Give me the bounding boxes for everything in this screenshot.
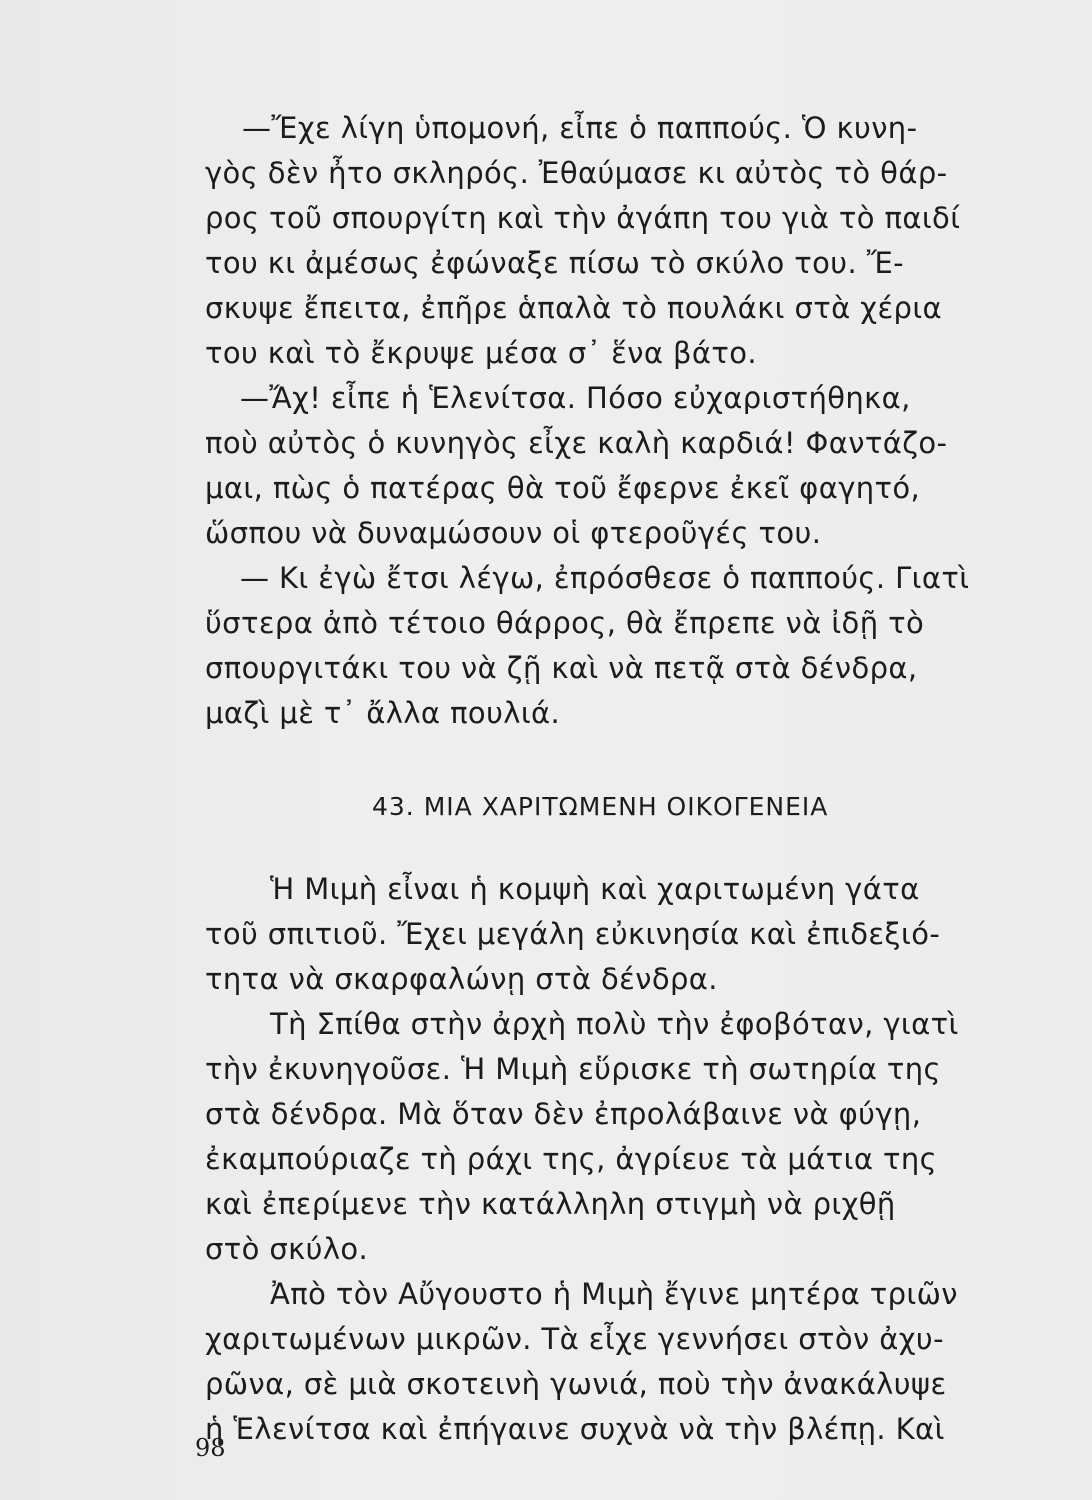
text-line: ἡ Ἑλενίτσα καὶ ἐπήγαινε συχνὰ νὰ τὴν βλέπῃ. Καὶ (205, 1412, 945, 1446)
text-line: ρος τοῦ σπουργίτη καὶ τὴν ἀγάπη του γιὰ τὸ παιδί (205, 201, 961, 235)
text-line: τητα νὰ σκαρφαλώνῃ στὰ δένδρα. (205, 962, 718, 996)
text-line: τοῦ σπιτιοῦ. Ἔχει μεγάλη εὐκινησία καὶ ἐπιδεξιό- (205, 917, 941, 951)
text-line: —Ἄχ! εἶπε ἡ Ἑλενίτσα. Πόσο εὐχαριστήθηκα, (240, 381, 911, 415)
text-line: στὸ σκύλο. (205, 1232, 369, 1266)
text-line: καὶ ἐπερίμενε τὴν κατάλληλη στιγμὴ νὰ ριχθῇ (205, 1187, 896, 1221)
text-line: στὰ δένδρα. Μὰ ὅταν δὲν ἐπρολάβαινε νὰ φύγῃ, (205, 1097, 922, 1131)
text-line: σκυψε ἔπειτα, ἐπῆρε ἁπαλὰ τὸ πουλάκι στὰ χέρια (205, 291, 943, 325)
text-line: μαζὶ μὲ τ᾽ ἄλλα πουλιά. (205, 696, 561, 730)
text-line: μαι, πὼς ὁ πατέρας θὰ τοῦ ἔφερνε ἐκεῖ φαγητό, (205, 471, 921, 505)
text-line: του κι ἀμέσως ἐφώναξε πίσω τὸ σκύλο του. Ἔ- (205, 246, 905, 280)
text-line: ὕστερα ἀπὸ τέτοιο θάρρος, θὰ ἔπρεπε νὰ ἰδῇ τὸ (205, 606, 925, 640)
text-line: ὥσπου νὰ δυναμώσουν οἱ φτεροῦγές του. (205, 516, 822, 550)
text-line: Τὴ Σπίθα στὴν ἀρχὴ πολὺ τὴν ἐφοβόταν, γιατὶ (270, 1007, 959, 1041)
text-line: Ἀπὸ τὸν Αὔγουστο ἡ Μιμὴ ἔγινε μητέρα τριῶν (270, 1277, 958, 1311)
chapter-heading: 43. ΜΙΑ ΧΑΡΙΤΩΜΕΝΗ ΟΙΚΟΓΕΝΕΙΑ (372, 792, 829, 821)
text-line: ἐκαμπούριαζε τὴ ράχι της, ἀγρίευε τὰ μάτια της (205, 1142, 938, 1176)
text-line: του καὶ τὸ ἔκρυψε μέσα σ᾽ ἕνα βάτο. (205, 336, 758, 370)
text-line: σπουργιτάκι του νὰ ζῇ καὶ νὰ πετᾷ στὰ δένδρα, (205, 651, 918, 685)
text-line: ποὺ αὐτὸς ὁ κυνηγὸς εἶχε καλὴ καρδιά! Φαντάζο- (205, 426, 948, 460)
text-line: ρῶνα, σὲ μιὰ σκοτεινὴ γωνιά, ποὺ τὴν ἀνακάλυψε (205, 1367, 947, 1401)
text-line: —Ἔχε λίγη ὑπομονή, εἶπε ὁ παππούς. Ὁ κυνη- (242, 111, 918, 145)
text-line: χαριτωμένων μικρῶν. Τὰ εἶχε γεννήσει στὸν ἀχυ- (205, 1322, 944, 1356)
page-number: 98 (195, 1434, 226, 1462)
text-line: — Κι ἐγὼ ἔτσι λέγω, ἐπρόσθεσε ὁ παππούς. Γιατὶ (240, 561, 970, 595)
text-line: τὴν ἐκυνηγοῦσε. Ἡ Μιμὴ εὕρισκε τὴ σωτηρία της (205, 1052, 941, 1086)
text-line: Ἡ Μιμὴ εἶναι ἡ κομψὴ καὶ χαριτωμένη γάτα (270, 872, 920, 906)
text-line: γὸς δὲν ἦτο σκληρός. Ἐθαύμασε κι αὐτὸς τὸ θάρ- (205, 156, 948, 190)
